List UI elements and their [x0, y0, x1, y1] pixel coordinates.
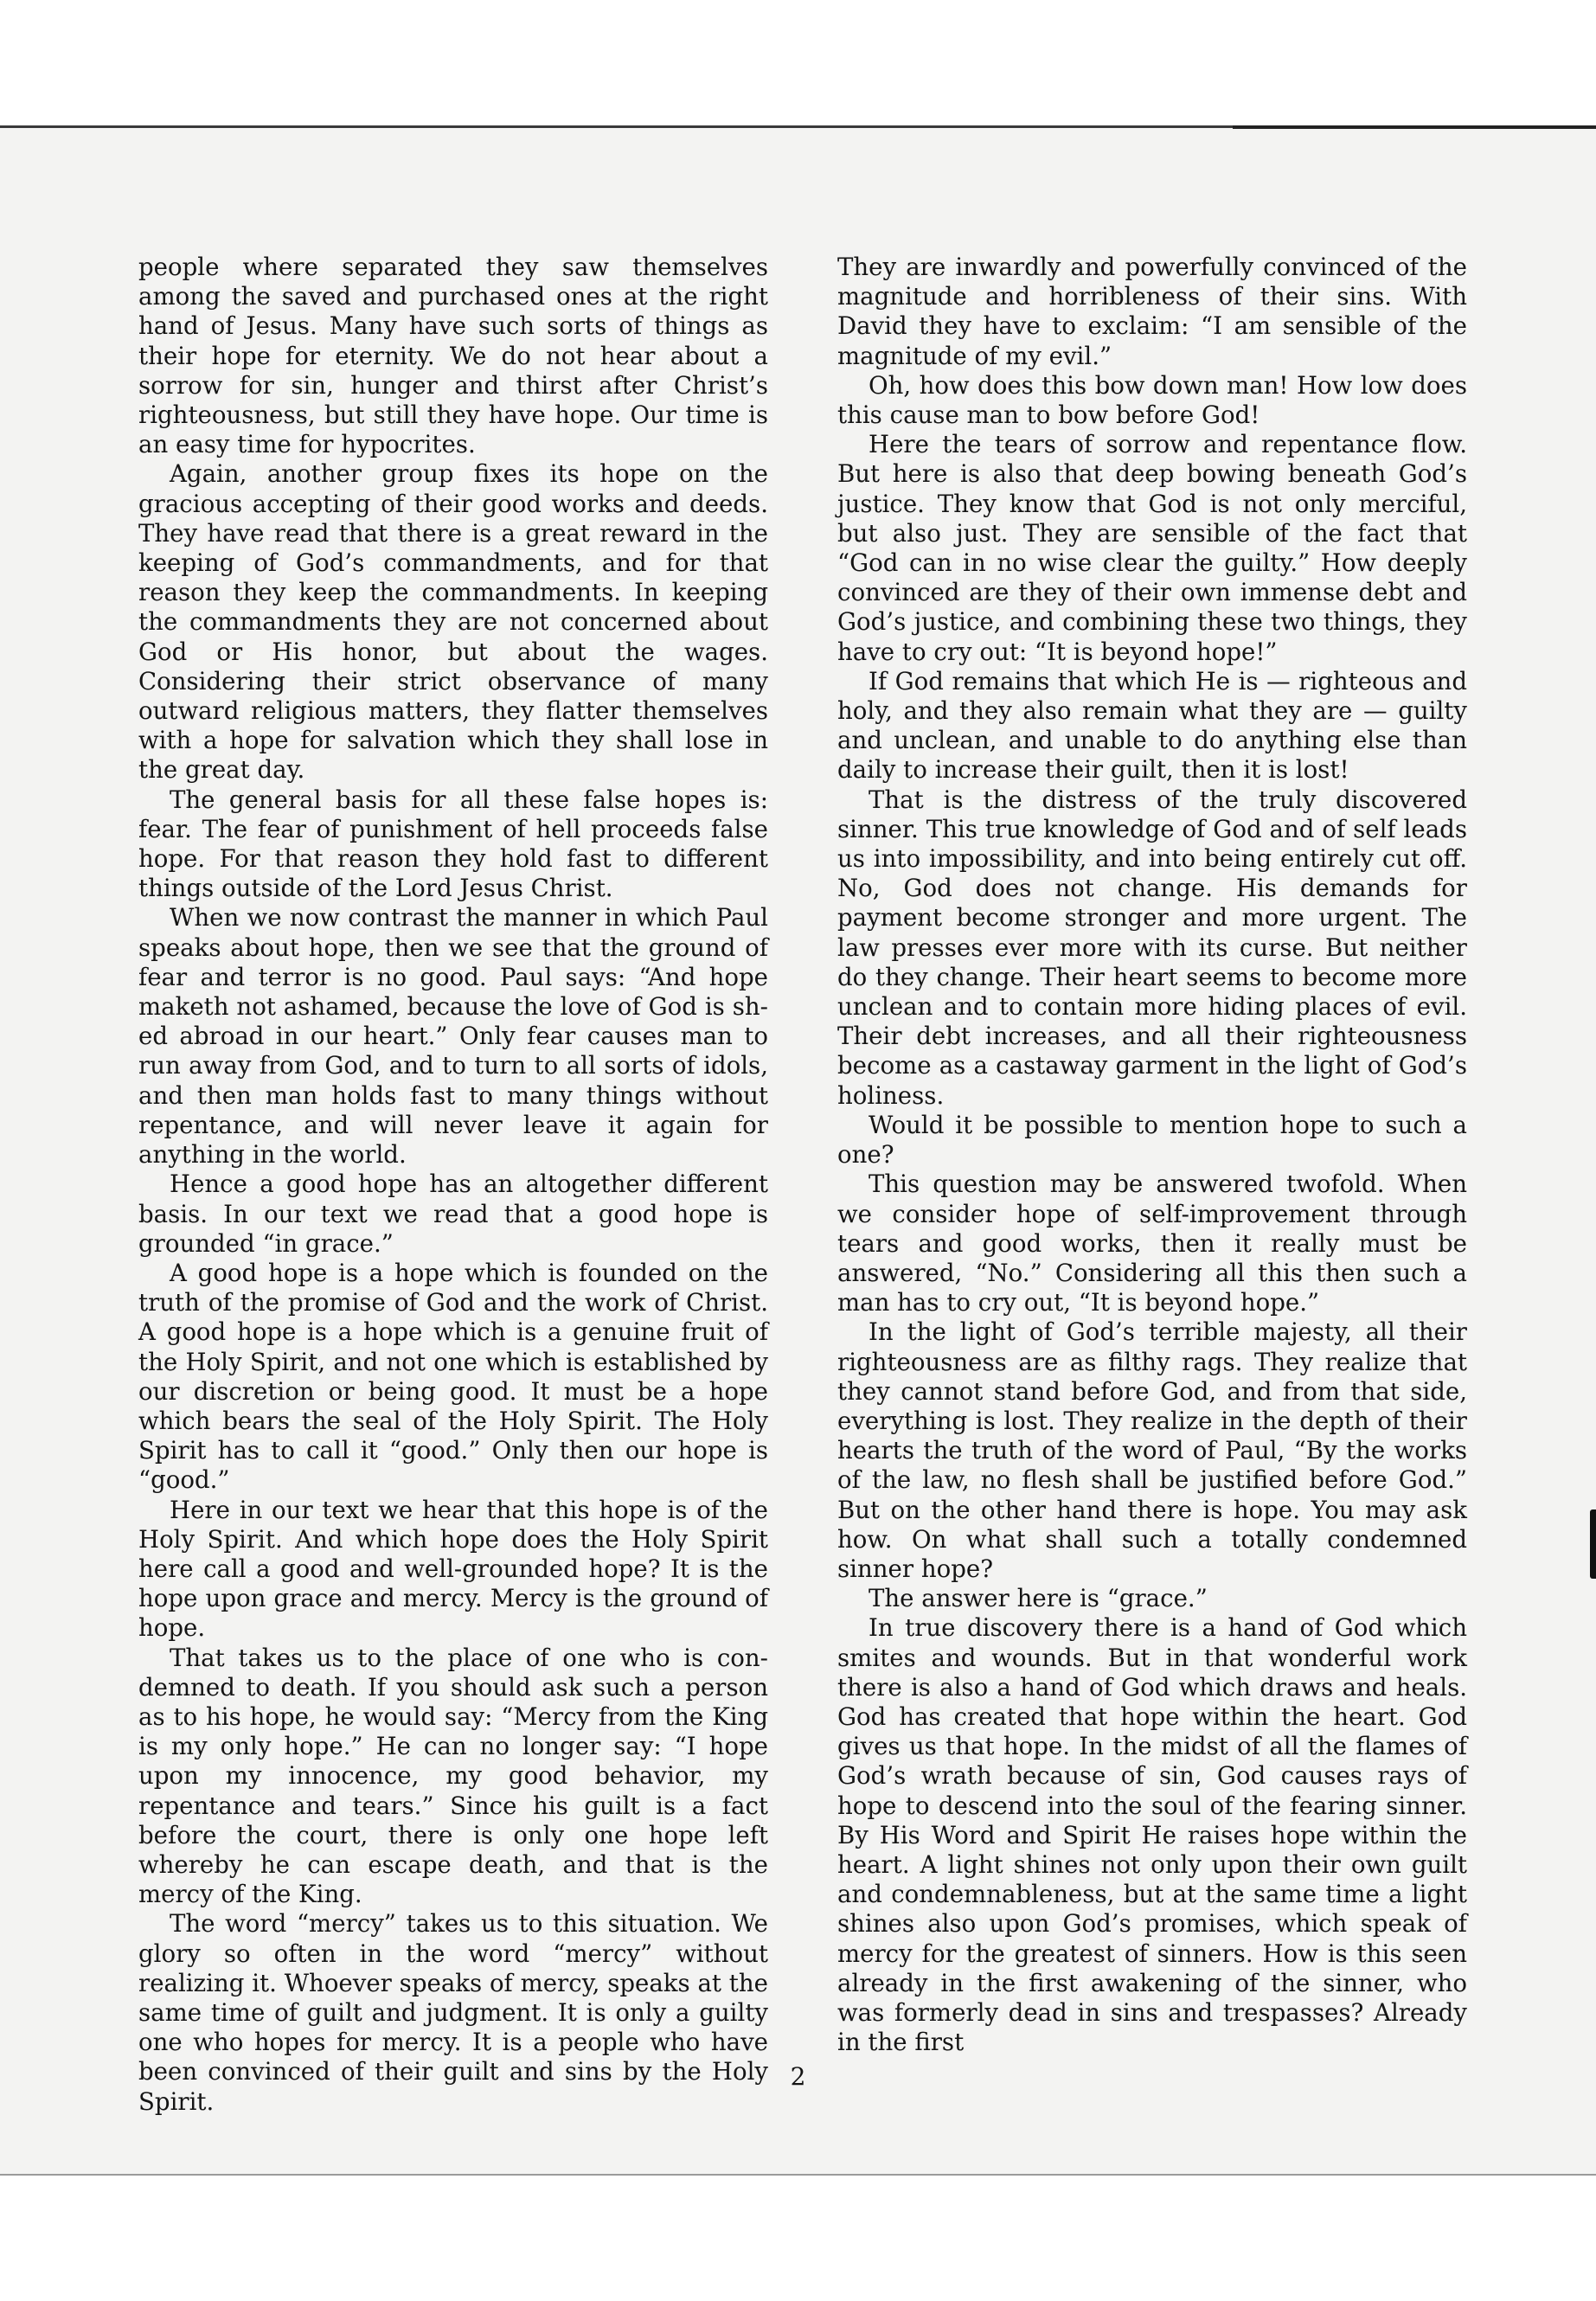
page-number: 2	[790, 2062, 806, 2091]
paragraph: That is the distress of the truly discovered sinner. This true knowledge of God and of self leads us into impossibility, and into being entirely cut off. No, God does not change. His demands for payment become stronger and more urgent. The law presses ever more with its curse. But neither do they change. Their heart seems to become more unclean and to contain more hiding places of evil. Their debt increases, and all their righteousness become as a castaway garment in the light of God’s holiness.	[837, 785, 1467, 1110]
paragraph: If God remains that which He is — righteous and holy, and they also remain what they are — guilty and unclean, and unable to do anything else than daily to increase their guilt, then it is lost!	[837, 666, 1467, 785]
paragraph: Again, another group fixes its hope on the gracious accepting of their good works and deeds. They have read that there is a great reward in the keeping of God’s commandments, and for that reason they keep the commandments. In keeping the commandments they are not concerned about God or His honor, but about the wages. Considering their strict observance of many outward religious matters, they flatter themselves with a hope for salvation which they shall lose in the great day.	[138, 459, 768, 785]
paragraph: Would it be possible to mention hope to such a one?	[837, 1110, 1467, 1170]
scan-edge-mark	[1590, 1509, 1596, 1579]
paragraph: This question may be answered twofold. When we consider hope of self-improvement through tears and good works, then it really must be answered, “No.” Considering all this then such a man has to cry out, “It is beyond hope.”	[837, 1170, 1467, 1317]
paragraph: They are inwardly and powerfully convinced of the magnitude and horribleness of their sins. With David they have to exclaim: “I am sensible of the magnitude of my evil.”	[837, 253, 1467, 370]
right-column	[837, 253, 1467, 2057]
paragraph: Oh, how does this bow down man! How low does this cause man to bow before God!	[837, 370, 1467, 430]
paragraph: A good hope is a hope which is founded on the truth of the promise of God and the work of Christ. A good hope is a hope which is a genuine fruit of the Holy Spirit, and not one which is established by our discretion or being good. It must be a hope which bears the seal of the Holy Spirit. The Holy Spirit has to call it “good.” Only then our hope is “good.”	[138, 1258, 768, 1495]
paragraph: Hence a good hope has an altogether different basis. In our text we read that a good hope is grounded “in grace.”	[138, 1170, 768, 1258]
paragraph: When we now contrast the manner in which Paul speaks about hope, then we see that the ground of fear and terror is no good. Paul says: “And hope maketh not ashamed, because the love of God is shed abroad in our heart.” Only fear causes man to run away from God, and to turn to all sorts of idols, and then man holds fast to many things without repentance, and will never leave it again for anything in the world.	[138, 903, 768, 1170]
paragraph: In the light of God’s terrible majesty, all their righteousness are as filthy rags. They realize that they cannot stand before God, and from that side, everything is lost. They realize in the depth of their hearts the truth of the word of Paul, “By the works of the law, no flesh shall be justified before God.” But on the other hand there is hope. You may ask how. On what shall such a totally condemned sinner hope?	[837, 1317, 1467, 1583]
paragraph: In true discovery there is a hand of God which smites and wounds. But in that wonderful work there is also a hand of God which draws and heals. God has created that hope within the heart. God gives us that hope. In the midst of all the flames of God’s wrath because of sin, God causes rays of hope to descend into the soul of the fearing sinner. By His Word and Spirit He raises hope within the heart. A light shines not only upon their own guilt and condemnableness, but at the same time a light shines also upon God’s promises, which speak of mercy for the greatest of sinners. How is this seen already in the first awakening of the sinner, who was formerly dead in sins and trespasses? Already in the first	[837, 1613, 1467, 2057]
left-column	[138, 253, 768, 2117]
paragraph: Here in our text we hear that this hope is of the Holy Spirit. And which hope does the Holy Spirit here call a good and well-grounded hope? It is the hope upon grace and mercy. Mercy is the ground of hope.	[138, 1495, 768, 1643]
paragraph: Here the tears of sorrow and repentance flow. But here is also that deep bowing beneath God’s justice. They know that God is not only merciful, but also just. They are sensible of the fact that “God can in no wise clear the guilty.” How deeply convinced are they of their own immense debt and God’s justice, and combining these two things, they have to cry out: “It is beyond hope!”	[837, 430, 1467, 666]
paragraph: people where separated they saw themselves among the saved and purchased ones at the right hand of Jesus. Many have such sorts of things as their hope for eternity. We do not hear about a sorrow for sin, hunger and thirst after Christ’s righteousness, but still they have hope. Our time is an easy time for hypocrites.	[138, 253, 768, 459]
paragraph: The general basis for all these false hopes is: fear. The fear of punishment of hell proceeds false hope. For that reason they hold fast to different things outside of the Lord Jesus Christ.	[138, 785, 768, 903]
paragraph: The answer here is “grace.”	[869, 1584, 1208, 1613]
top-rule	[1233, 125, 1596, 129]
paragraph: That takes us to the place of one who is condemned to death. If you should ask such a person as to his hope, he would say: “Mercy from the King is my only hope.” He can no longer say: “I hope upon my innocence, my good behavior, my repentance and tears.” Since his guilt is a fact before the court, there is only one hope left whereby he can escape death, and that is the mercy of the King.	[138, 1643, 768, 1909]
paragraph: The word “mercy” takes us to this situation. We glory so often in the word “mercy” without realizing it. Whoever speaks of mercy, speaks at the same time of guilt and judgment. It is only a guilty one who hopes for mercy. It is a people who have been convinced of their guilt and sins by the Holy Spirit.	[138, 1909, 768, 2116]
